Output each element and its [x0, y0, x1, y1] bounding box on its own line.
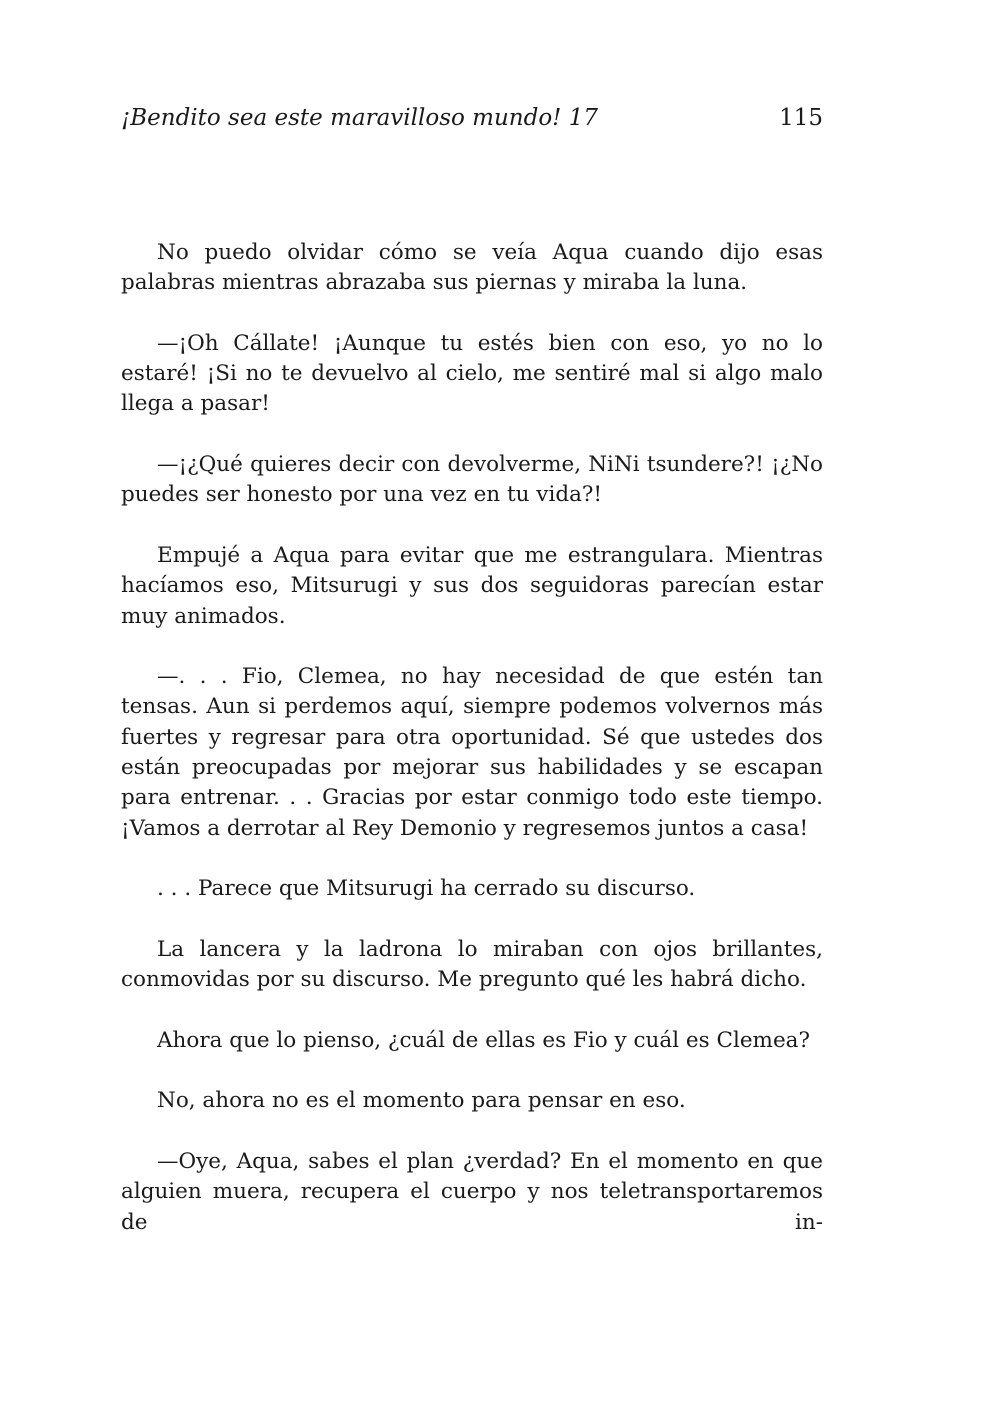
book-title: ¡Bendito sea este maravilloso mundo! 17 — [121, 105, 598, 131]
paragraph: La lancera y la ladrona lo miraban con ojos brillantes, conmovidas por su discurso. Me pregunto qué les habrá dicho. — [121, 936, 823, 993]
page-number: 115 — [779, 105, 823, 131]
body-text — [121, 238, 823, 1238]
paragraph: —¡Oh Cállate! ¡Aunque tu estés bien con eso, yo no lo estaré! ¡Si no te devuelvo al cielo, me sentiré mal si algo malo llega a pasar! — [121, 330, 823, 417]
paragraph: No, ahora no es el momento para pensar en eso. — [157, 1088, 686, 1114]
paragraph: Empujé a Aqua para evitar que me estrangulara. Mientras hacíamos eso, Mitsurugi y sus dos seguidoras parecían estar muy animados. — [121, 542, 823, 629]
paragraph: No puedo olvidar cómo se veía Aqua cuando dijo esas palabras mientras abrazaba sus piernas y miraba la luna. — [121, 240, 823, 296]
paragraph: Ahora que lo pienso, ¿cuál de ellas es Fio y cuál es Clemea? — [157, 1027, 811, 1053]
paragraph: —Oye, Aqua, sabes el plan ¿verdad? En el momento en que alguien muera, recupera el cuerpo y nos teletransportaremos de in- — [121, 1148, 823, 1235]
running-header — [121, 102, 823, 134]
paragraph: . . . Parece que Mitsurugi ha cerrado su discurso. — [157, 876, 696, 902]
paragraph: —. . . Fio, Clemea, no hay necesidad de que estén tan tensas. Aun si perdemos aquí, siempre podemos volvernos más fuertes y regresar para otra oportunidad. Sé que ustedes dos están preocupadas por mejorar sus habilidades y se escapan para entrenar. . . Gracias por estar conmigo todo este tiempo. ¡Vamos a derrotar al Rey Demonio y regresemos juntos a casa! — [121, 664, 823, 841]
paragraph: —¡¿Qué quieres decir con devolverme, NiNi tsundere?! ¡¿No puedes ser honesto por una vez en tu vida?! — [121, 452, 823, 508]
